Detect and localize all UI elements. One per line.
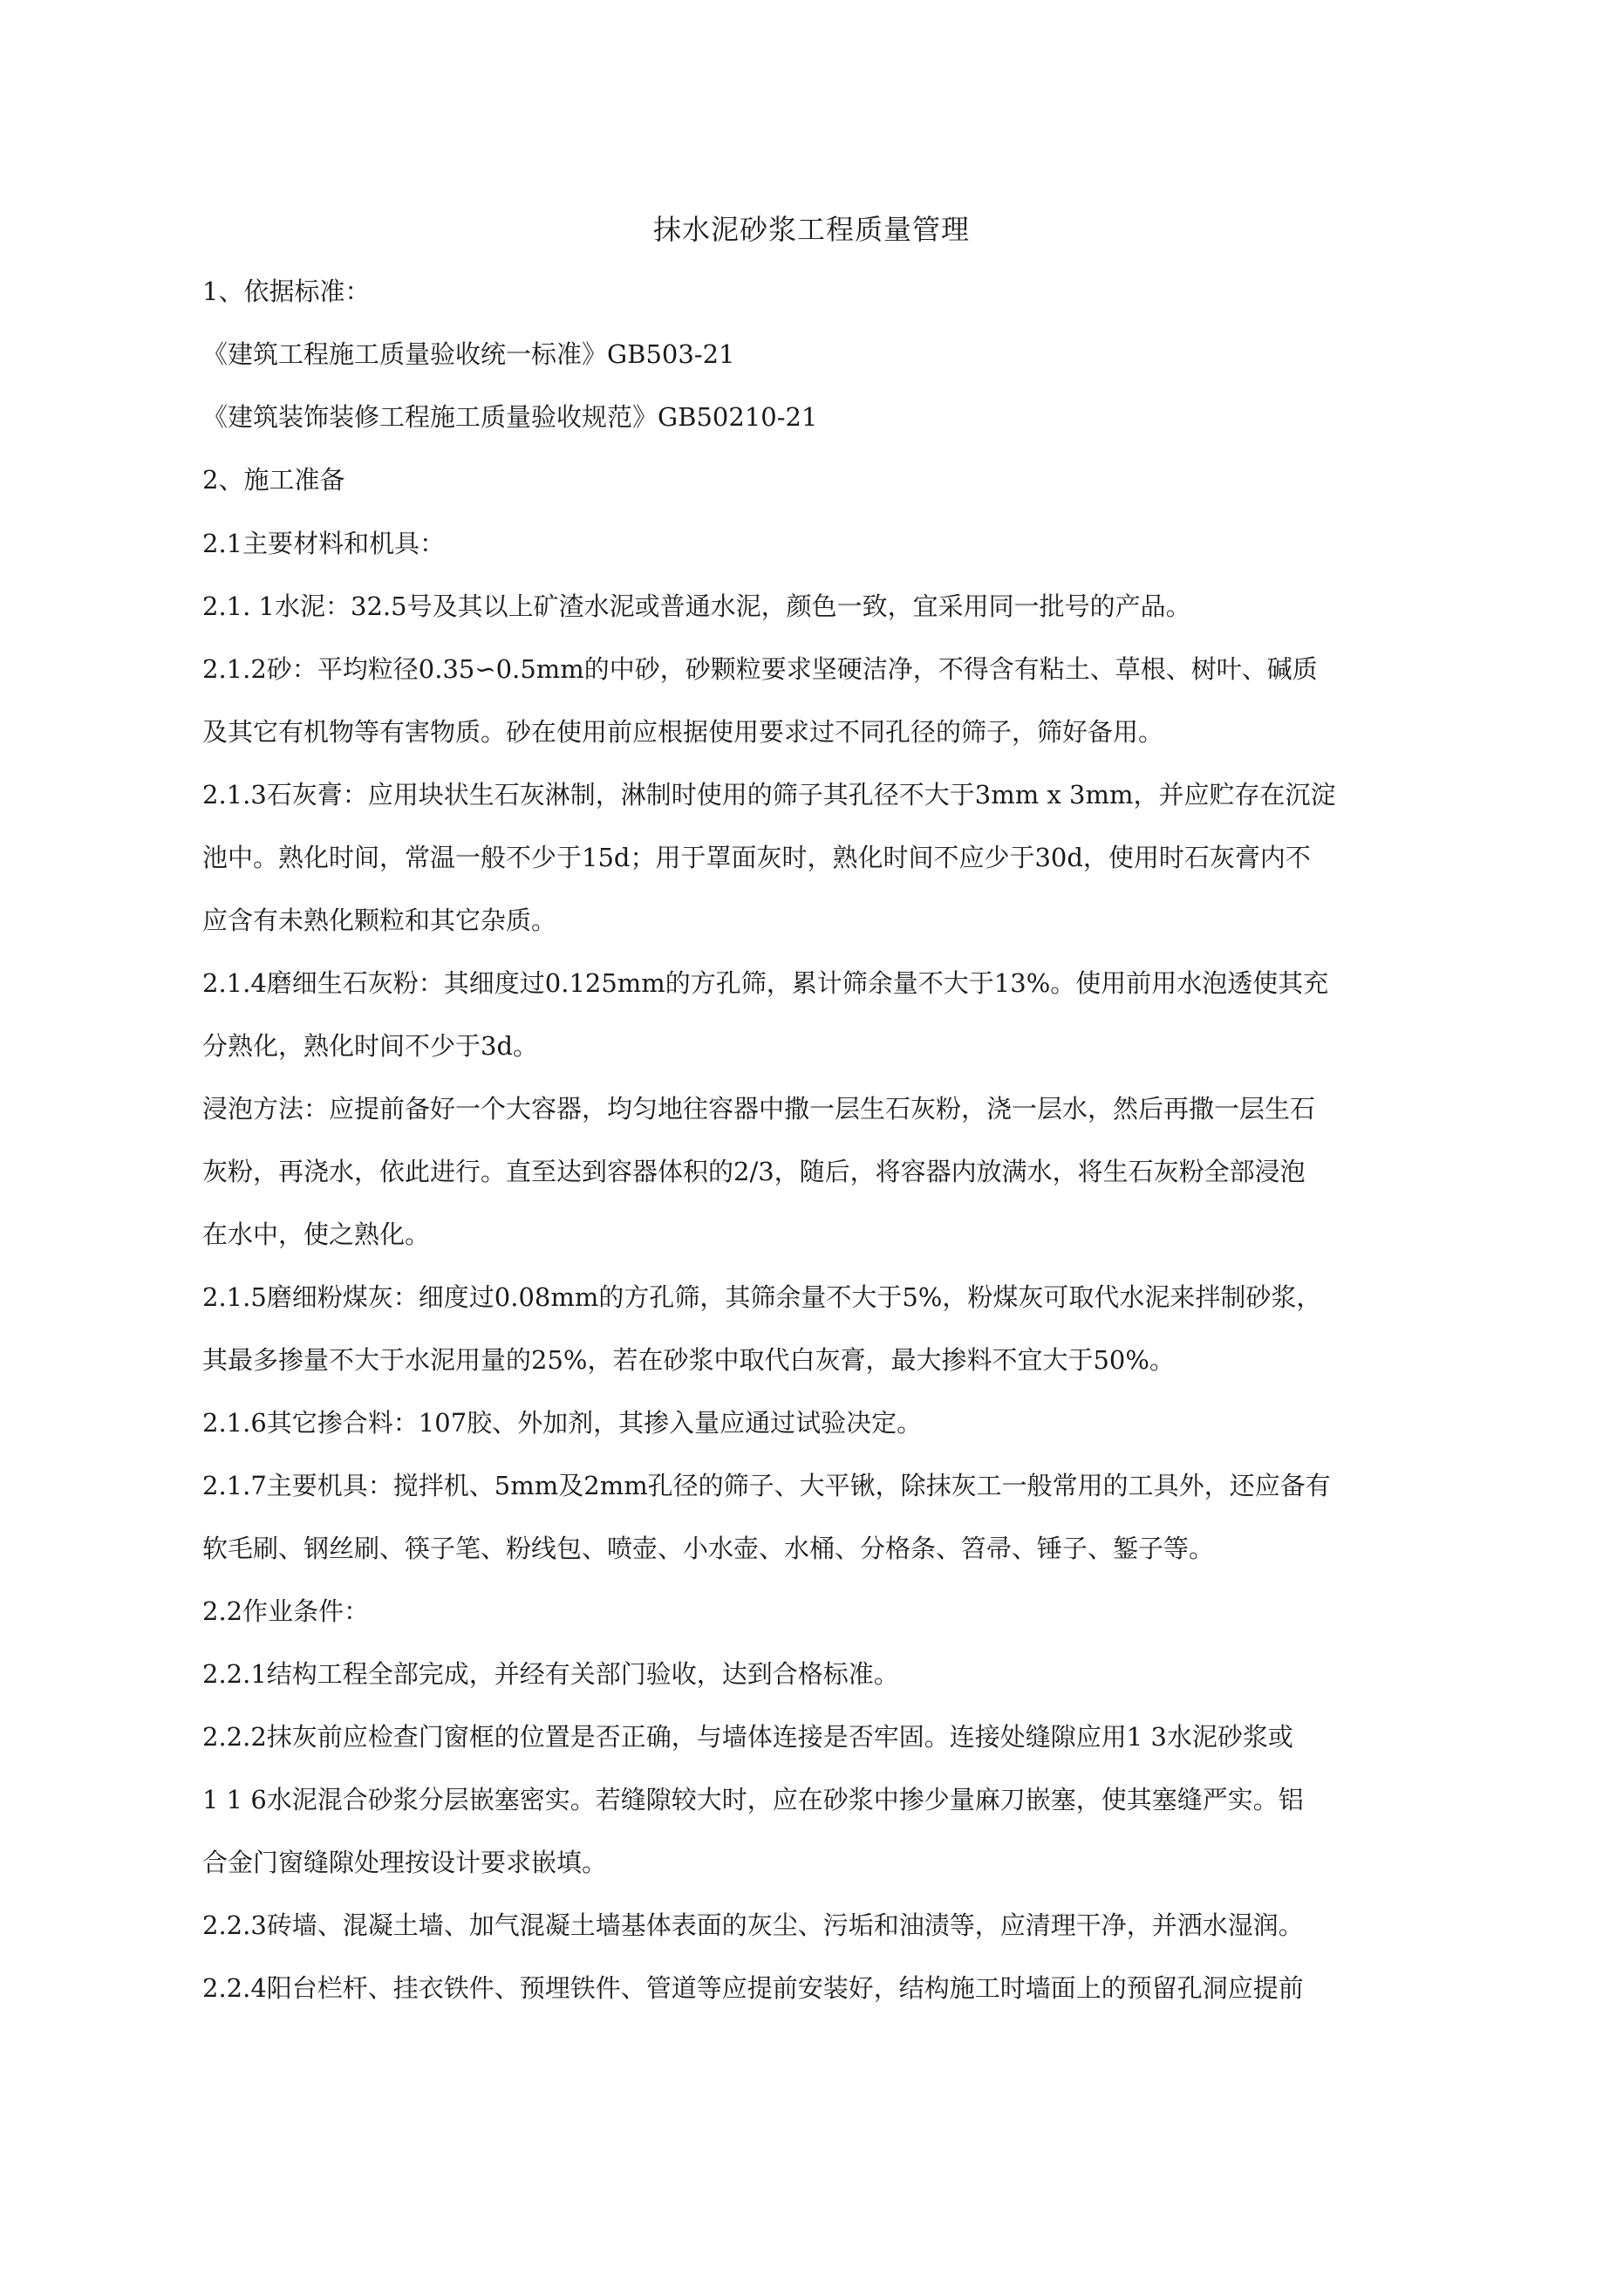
text-line: 2.1.6其它掺合料：107胶、外加剂，其掺入量应通过试验决定。: [202, 1408, 923, 1438]
text-line: 《建筑装饰装修工程施工质量验收规范》GB50210-21: [202, 402, 818, 432]
text-line: 2.2.4阳台栏杆、挂衣铁件、预埋铁件、管道等应提前安装好，结构施工时墙面上的预留孔洞应提前: [202, 1973, 1304, 2003]
text-line: 2.1.5磨细粉煤灰：细度过0.08mm的方孔筛，其筛余量不大于5%，粉煤灰可取代水泥来拌制砂浆，: [202, 1282, 1322, 1312]
text-line: 2.1.4磨细生石灰粉：其细度过0.125mm的方孔筛，累计筛余量不大于13%。使用前用水泡透使其充: [202, 968, 1329, 998]
text-line: 2.1.2砂：平均粒径0.35∽0.5mm的中砂，砂颗粒要求坚硬洁净，不得含有粘土、草根、树叶、碱质: [202, 654, 1318, 684]
document-title: 抹水泥砂浆工程质量管理: [652, 213, 970, 246]
text-line: 《建筑工程施工质量验收统一标准》GB503-21: [202, 339, 735, 369]
text-line: 池中。熟化时间，常温一般不少于15d；用于罩面灰时，熟化时间不应少于30d，使用时石灰膏内不: [202, 843, 1311, 872]
text-line: 在水中，使之熟化。: [202, 1220, 431, 1249]
text-line: 其最多掺量不大于水泥用量的25%，若在砂浆中取代白灰膏，最大掺料不宜大于50%。: [202, 1345, 1175, 1375]
text-line: 2.1主要材料和机具：: [202, 529, 446, 558]
text-line: 1、依据标准：: [202, 277, 371, 306]
text-line: 2.1.7主要机具：搅拌机、5mm及2mm孔径的筛子、大平锹，除抹灰工一般常用的工具外，还应备有: [202, 1471, 1331, 1500]
text-line: 2.1. 1水泥：32.5号及其以上矿渣水泥或普通水泥，颜色一致，宜采用同一批号的产品。: [202, 591, 1191, 621]
text-line: 2.2.2抹灰前应检查门窗框的位置是否正确，与墙体连接是否牢固。连接处缝隙应用1 3水泥砂浆或: [202, 1722, 1293, 1752]
text-line: 2.1.3石灰膏：应用块状生石灰淋制，淋制时使用的筛子其孔径不大于3mm x 3mm，并应贮存在沉淀: [202, 780, 1336, 810]
text-line: 2.2.1结构工程全部完成，并经有关部门验收，达到合格标准。: [202, 1659, 899, 1689]
text-line: 2、施工准备: [202, 465, 345, 495]
text-line: 2.2作业条件：: [202, 1596, 370, 1626]
text-line: 应含有未熟化颗粒和其它杂质。: [202, 905, 557, 935]
text-line: 软毛刷、钢丝刷、筷子笔、粉线包、喷壶、小水壶、水桶、分格条、笤帚、锤子、錾子等。: [202, 1534, 1215, 1563]
text-line: 1 1 6水泥混合砂浆分层嵌塞密实。若缝隙较大时，应在砂浆中掺少量麻刀嵌塞，使其塞缝严实。铝: [202, 1785, 1304, 1814]
text-line: 及其它有机物等有害物质。砂在使用前应根据使用要求过不同孔径的筛子，筛好备用。: [202, 717, 1164, 747]
text-line: 灰粉，再浇水，依此进行。直至达到容器体积的2/3，随后，将容器内放满水，将生石灰粉全部浸泡: [202, 1157, 1306, 1186]
text-line: 分熟化，熟化时间不少于3d。: [202, 1031, 539, 1061]
text-line: 浸泡方法：应提前备好一个大容器，均匀地往容器中撒一层生石灰粉，浇一层水，然后再撒一层生石: [202, 1094, 1316, 1124]
text-line: 合金门窗缝隙处理按设计要求嵌填。: [202, 1848, 608, 1877]
text-line: 2.2.3砖墙、混凝土墙、加气混凝土墙基体表面的灰尘、污垢和油渍等，应清理干净，并洒水湿润。: [202, 1910, 1304, 1940]
